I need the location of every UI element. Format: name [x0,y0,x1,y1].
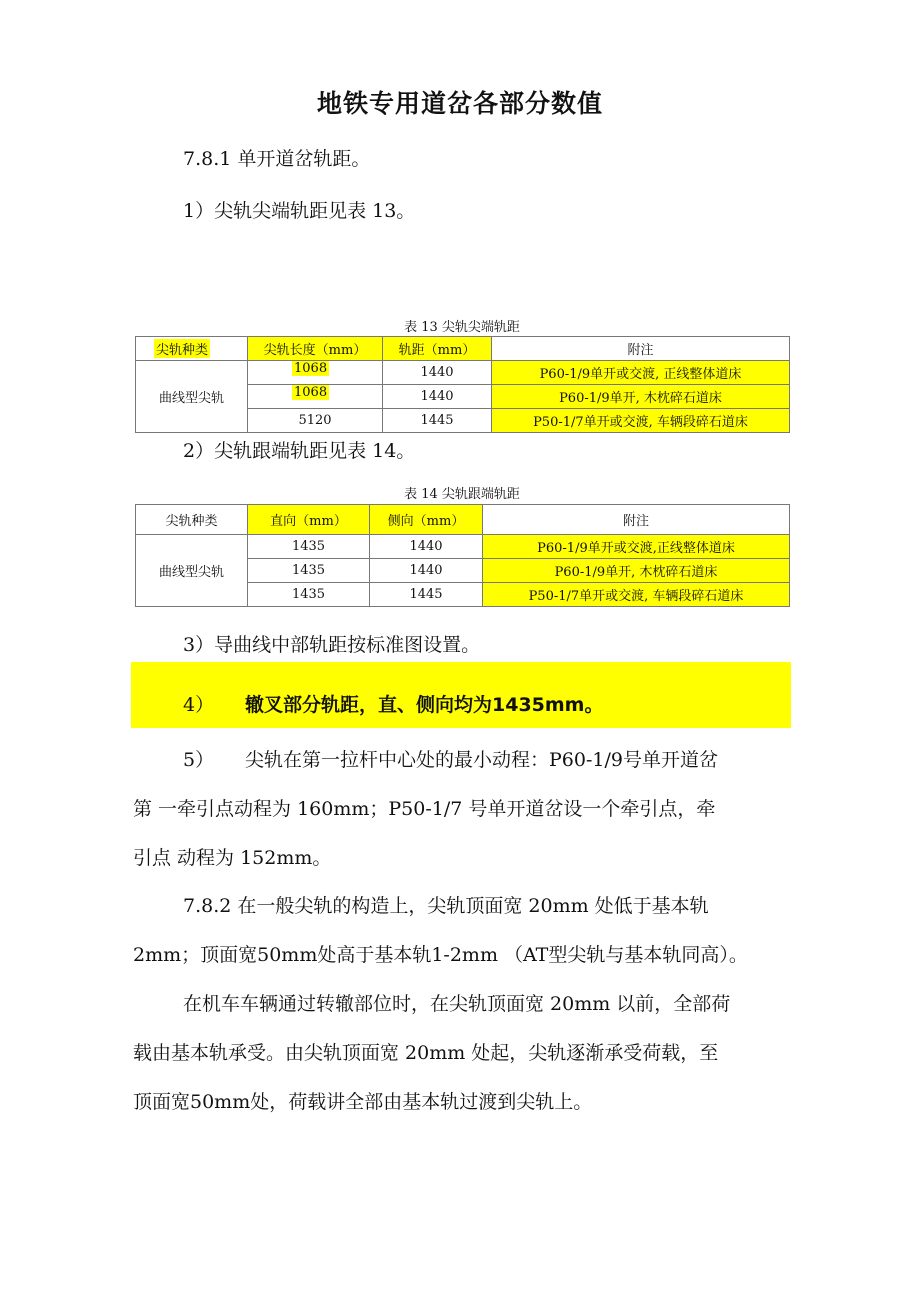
paragraph-5-line-3: 引点 动程为 152mm。 [133,847,332,869]
section-7-8-2-line-1: 7.8.2 在一般尖轨的构造上，尖轨顶面宽 20mm 处低于基本轨 [183,895,709,917]
table-header-row [136,505,790,535]
section-7-8-2-line-2: 2mm；顶面宽50mm处高于基本轨1-2mm （AT型尖轨与基本轨同高）。 [133,944,748,966]
header-cell: 附注 [483,505,790,535]
note-cell: P60-1/9单开或交渡, 正线整体道床 [492,361,790,385]
table-14-caption: 表 14 尖轨跟端轨距 [404,487,520,502]
gauge-cell: 1445 [383,409,492,433]
table-14 [135,504,790,607]
paragraph-4-text: 辙叉部分轨距，直、侧向均为1435mm。 [245,694,604,716]
straight-cell: 1435 [248,583,370,607]
note-cell: P50-1/7单开或交渡, 车辆段碎石道床 [492,409,790,433]
type-cell: 曲线型尖轨 [136,361,248,433]
table-row [136,535,790,559]
table-13-caption: 表 13 尖轨尖端轨距 [404,320,520,335]
table-row [136,361,790,385]
note-cell: P60-1/9单开或交渡,正线整体道床 [483,535,790,559]
header-cell: 尖轨长度（mm） [248,337,383,361]
paragraph-3: 3）导曲线中部轨距按标准图设置。 [183,634,481,656]
header-cell: 直向（mm） [248,505,370,535]
paragraph-1: 1）尖轨尖端轨距见表 13。 [183,200,416,222]
header-cell: 轨距（mm） [383,337,492,361]
paragraph-2: 2）尖轨跟端轨距见表 14。 [183,440,416,462]
length-cell: 5120 [248,409,383,433]
length-cell: 1068 [248,385,383,409]
type-cell: 曲线型尖轨 [136,535,248,607]
straight-cell: 1435 [248,535,370,559]
gauge-cell: 1440 [383,385,492,409]
header-cell: 附注 [492,337,790,361]
paragraph-5-line-2: 第 一牵引点动程为 160mm；P50-1/7 号单开道岔设一个牵引点，牵 [133,798,716,820]
paragraph-4-number: 4） [183,694,215,716]
header-cell: 侧向（mm） [370,505,483,535]
note-cell: P50-1/7单开或交渡, 车辆段碎石道床 [483,583,790,607]
side-cell: 1440 [370,559,483,583]
paragraph-6-line-2: 载由基本轨承受。由尖轨顶面宽 20mm 处起，尖轨逐渐承受荷载，至 [133,1042,719,1064]
paragraph-6-line-1: 在机车车辆通过转辙部位时，在尖轨顶面宽 20mm 以前，全部荷 [183,993,731,1015]
note-cell: P60-1/9单开, 木枕碎石道床 [483,559,790,583]
paragraph-6-line-3: 顶面宽50mm处，荷载讲全部由基本轨过渡到尖轨上。 [133,1091,593,1113]
side-cell: 1445 [370,583,483,607]
paragraph-5-number: 5） [183,749,215,771]
table-13 [135,336,790,433]
note-cell: P60-1/9单开, 木枕碎石道床 [492,385,790,409]
paragraph-5-line-1: 尖轨在第一拉杆中心处的最小动程：P60-1/9号单开道岔 [245,749,718,771]
side-cell: 1440 [370,535,483,559]
page-title: 地铁专用道岔各部分数值 [316,89,603,118]
length-cell: 1068 [248,361,383,385]
straight-cell: 1435 [248,559,370,583]
header-cell: 尖轨种类 [136,505,248,535]
table-header-row [136,337,790,361]
gauge-cell: 1440 [383,361,492,385]
section-7-8-1: 7.8.1 单开道岔轨距。 [183,148,371,170]
header-cell: 尖轨种类 [136,337,248,361]
